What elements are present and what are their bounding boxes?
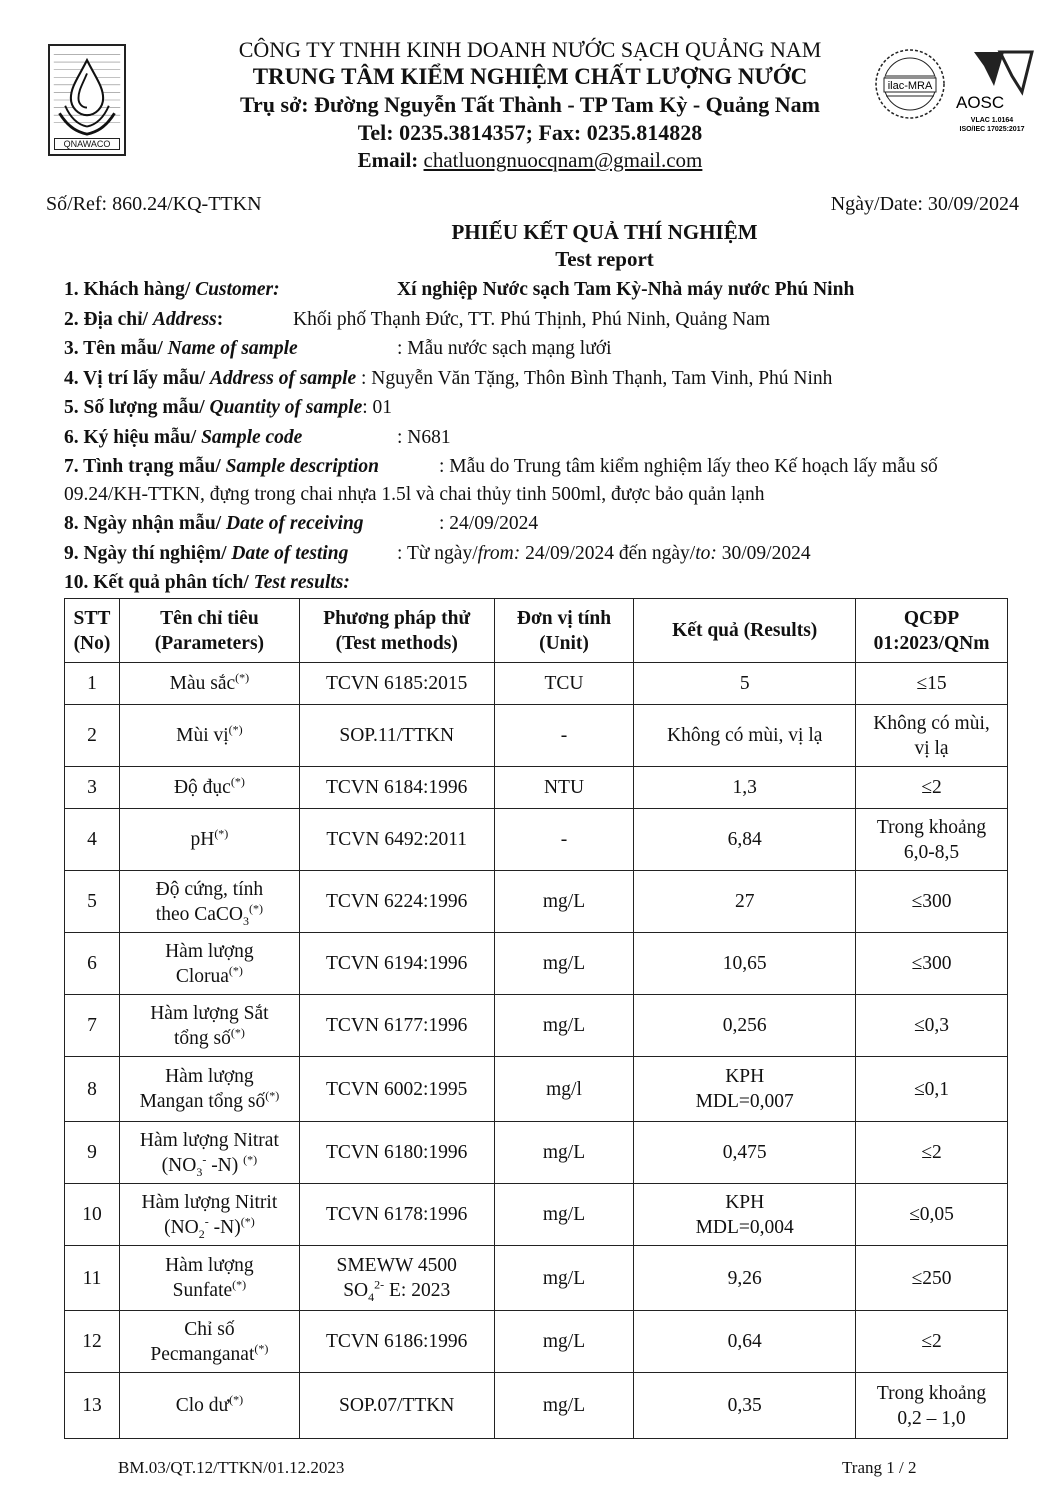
cell-standard: ≤250	[856, 1246, 1008, 1311]
letterhead	[150, 36, 910, 174]
receiving-value: : 24/09/2024	[439, 513, 539, 534]
cell-no: 7	[65, 995, 120, 1057]
address-label: 2. Địa chỉ/	[64, 308, 153, 330]
cell-parameter: Hàm lượng Mangan tổng số(*)	[119, 1057, 299, 1122]
cell-standard: ≤300	[856, 933, 1008, 995]
testing-to: 30/09/2024	[716, 542, 811, 564]
cell-standard: ≤0,1	[856, 1057, 1008, 1122]
cell-standard: Trong khoảng 0,2 – 1,0	[856, 1373, 1008, 1439]
table-row	[65, 1373, 1008, 1439]
cell-result: Không có mùi, vị lạ	[634, 705, 856, 767]
cell-result: KPH MDL=0,007	[634, 1057, 856, 1122]
description-row	[64, 452, 379, 482]
cell-method: TCVN 6180:1996	[299, 1122, 494, 1184]
cell-unit: NTU	[494, 767, 634, 809]
testing-label: 9. Ngày thí nghiệm/	[64, 542, 232, 564]
company-contact: Tel: 0235.3814357; Fax: 0235.814828	[357, 120, 703, 145]
cell-parameter: Hàm lượng Nitrit ($NO_2^-$ -N)(*)	[119, 1184, 299, 1246]
cell-no: 6	[65, 933, 120, 995]
header-no: STT (No)	[65, 599, 120, 663]
address-colon: :	[216, 308, 224, 330]
customer-label-en: Customer:	[195, 279, 280, 300]
report-title: PHIẾU KẾT QUẢ THÍ NGHIỆM	[451, 220, 758, 244]
cell-method: SOP.11/TTKN	[299, 705, 494, 767]
cell-result: 1,3	[634, 767, 856, 809]
cell-standard: ≤2	[856, 1311, 1008, 1373]
cell-result: 9,26	[634, 1246, 856, 1311]
sample-name-label-en: Name of sample	[167, 338, 298, 359]
cell-result: 0,64	[634, 1311, 856, 1373]
table-row	[65, 933, 1008, 995]
address-label-en: Address	[152, 308, 217, 330]
cell-no: 8	[65, 1057, 120, 1122]
logo-caption: QNAWACO	[54, 138, 120, 150]
cell-no: 5	[65, 871, 120, 933]
table-row	[65, 705, 1008, 767]
cell-parameter: Chỉ số Pecmanganat(*)	[119, 1311, 299, 1373]
cell-method: TCVN 6177:1996	[299, 995, 494, 1057]
cell-standard: Trong khoảng 6,0-8,5	[856, 809, 1008, 871]
table-row	[65, 809, 1008, 871]
testing-row	[64, 539, 348, 569]
table-row	[65, 1311, 1008, 1373]
cell-unit: mg/L	[494, 1311, 634, 1373]
cell-unit: mg/L	[494, 933, 634, 995]
sample-name-row	[64, 334, 298, 364]
accreditation-logos	[872, 46, 1042, 136]
cell-no: 13	[65, 1373, 120, 1439]
cell-result: 6,84	[634, 809, 856, 871]
sample-code-value: : N681	[397, 426, 451, 448]
testing-to-en: to:	[695, 542, 717, 564]
results-label: 10. Kết quả phân tích/	[64, 572, 254, 593]
cell-no: 1	[65, 663, 120, 705]
cell-standard: ≤0,05	[856, 1184, 1008, 1246]
cell-parameter: Độ cứng, tính theo CaCO$_3$(*)	[119, 871, 299, 933]
report-subtitle: Test report	[555, 247, 654, 271]
header-unit: Đơn vị tính (Unit)	[494, 599, 634, 663]
email-label: Email:	[357, 148, 419, 172]
results-table	[64, 598, 1008, 1439]
cell-unit: -	[494, 809, 634, 871]
table-row	[65, 1122, 1008, 1184]
cell-unit: mg/L	[494, 871, 634, 933]
ilac-label: ilac-MRA	[887, 80, 933, 92]
cell-result: 0,256	[634, 995, 856, 1057]
sample-name-value: : Mẫu nước sạch mạng lưới	[397, 338, 612, 359]
cell-no: 12	[65, 1311, 120, 1373]
header-standard: QCĐP 01:2023/QNm	[856, 599, 1008, 663]
cell-standard: Không có mùi, vị lạ	[856, 705, 1008, 767]
cell-method: TCVN 6178:1996	[299, 1184, 494, 1246]
report-date: Ngày/Date: 30/09/2024	[830, 193, 1019, 215]
customer-row	[64, 275, 280, 305]
quantity-label-en: Quantity of sample	[209, 397, 363, 418]
cell-standard: ≤0,3	[856, 995, 1008, 1057]
customer-label: 1. Khách hàng/	[64, 279, 196, 300]
cell-standard: ≤15	[856, 663, 1008, 705]
cell-parameter: Màu sắc(*)	[119, 663, 299, 705]
address-value: Khối phố Thạnh Đức, TT. Phú Thịnh, Phú Ninh, Quảng Nam	[293, 308, 771, 330]
cell-method: SOP.07/TTKN	[299, 1373, 494, 1439]
cell-result: 27	[634, 871, 856, 933]
cell-result: 0,475	[634, 1122, 856, 1184]
reference-number: Số/Ref: 860.24/KQ-TTKN	[46, 193, 262, 215]
cell-unit: mg/L	[494, 1122, 634, 1184]
cell-no: 9	[65, 1122, 120, 1184]
cell-parameter: Clo dư(*)	[119, 1373, 299, 1439]
header-parameter: Tên chỉ tiêu (Parameters)	[119, 599, 299, 663]
cell-result: 10,65	[634, 933, 856, 995]
cell-unit: mg/l	[494, 1057, 634, 1122]
results-label-en: Test results:	[253, 572, 350, 593]
company-address: Trụ sở: Đường Nguyễn Tất Thành - TP Tam Kỳ - Quảng Nam	[240, 92, 820, 117]
cell-standard: ≤300	[856, 871, 1008, 933]
sample-location-row	[64, 364, 832, 394]
cell-unit: mg/L	[494, 1184, 634, 1246]
cell-method: TCVN 6185:2015	[299, 663, 494, 705]
cell-unit: mg/L	[494, 1246, 634, 1311]
description-label: 7. Tình trạng mẫu/	[64, 456, 226, 477]
cell-result: KPH MDL=0,004	[634, 1184, 856, 1246]
sample-location-label: 4. Vị trí lấy mẫu/	[64, 367, 210, 389]
description-value-2: 09.24/KH-TTKN, đựng trong chai nhựa 1.5l và chai thủy tinh 500ml, được bảo quản lạnh	[64, 484, 765, 505]
cell-no: 4	[65, 809, 120, 871]
table-row	[65, 767, 1008, 809]
cell-method: TCVN 6492:2011	[299, 809, 494, 871]
form-code: BM.03/QT.12/TTKN/01.12.2023	[118, 1458, 345, 1477]
description-value-1: : Mẫu do Trung tâm kiểm nghiệm lấy theo Kế hoạch lấy mẫu số	[439, 456, 938, 477]
company-logo	[48, 44, 126, 156]
testing-label-en: Date of testing	[231, 542, 349, 564]
customer-value: Xí nghiệp Nước sạch Tam Kỳ-Nhà máy nước Phú Ninh	[397, 279, 855, 300]
aosc-icon	[956, 52, 1032, 133]
header-method: Phương pháp thử (Test methods)	[299, 599, 494, 663]
cell-standard: ≤2	[856, 767, 1008, 809]
cell-no: 2	[65, 705, 120, 767]
cell-parameter: Hàm lượng Nitrat ($NO_3^-$ -N) (*)	[119, 1122, 299, 1184]
cell-standard: ≤2	[856, 1122, 1008, 1184]
vlac-label: VLAC 1.0164	[970, 117, 1014, 124]
cell-no: 11	[65, 1246, 120, 1311]
cell-unit: mg/L	[494, 995, 634, 1057]
quantity-value: : 01	[362, 397, 393, 418]
header-result: Kết quả (Results)	[634, 599, 856, 663]
address-row	[64, 305, 223, 335]
company-name: CÔNG TY TNHH KINH DOANH NƯỚC SẠCH QUẢNG NAM	[238, 37, 822, 62]
sample-code-row	[64, 423, 302, 453]
company-email-line	[150, 146, 910, 174]
cell-method: TCVN 6186:1996	[299, 1311, 494, 1373]
cell-no: 10	[65, 1184, 120, 1246]
quantity-label: 5. Số lượng mẫu/	[64, 397, 210, 418]
cell-parameter: Hàm lượng Clorua(*)	[119, 933, 299, 995]
cell-parameter: Mùi vị(*)	[119, 705, 299, 767]
testing-from: 24/09/2024 đến ngày/	[520, 542, 696, 564]
receiving-label: 8. Ngày nhận mẫu/	[64, 513, 226, 534]
cell-parameter: Hàm lượng Sắt tổng số(*)	[119, 995, 299, 1057]
cell-unit: mg/L	[494, 1373, 634, 1439]
results-heading	[64, 568, 350, 598]
cell-method: TCVN 6224:1996	[299, 871, 494, 933]
table-row	[65, 1057, 1008, 1122]
cell-unit: TCU	[494, 663, 634, 705]
testing-prefix: : Từ ngày/	[397, 542, 478, 564]
receiving-row	[64, 509, 364, 539]
table-row	[65, 995, 1008, 1057]
table-row	[65, 663, 1008, 705]
aosc-label: AOSC	[956, 93, 1005, 112]
testing-value	[397, 539, 811, 569]
cell-parameter: Độ đục(*)	[119, 767, 299, 809]
table-row	[65, 1246, 1008, 1311]
table-row	[65, 1184, 1008, 1246]
receiving-label-en: Date of receiving	[226, 513, 364, 534]
cell-method: TCVN 6184:1996	[299, 767, 494, 809]
sample-code-label-en: Sample code	[201, 426, 303, 448]
quantity-row	[64, 393, 392, 423]
sample-code-label: 6. Ký hiệu mẫu/	[64, 426, 202, 448]
iso-label: ISO/IEC 17025:2017	[959, 126, 1025, 133]
cell-unit: -	[494, 705, 634, 767]
cell-no: 3	[65, 767, 120, 809]
cell-parameter: pH(*)	[119, 809, 299, 871]
description-label-en: Sample description	[225, 456, 379, 477]
sample-location-value: : Nguyễn Văn Tặng, Thôn Bình Thạnh, Tam Vinh, Phú Ninh	[361, 367, 833, 389]
cell-result: 5	[634, 663, 856, 705]
sample-location-label-en: Address of sample	[209, 367, 357, 389]
table-header-row	[65, 599, 1008, 663]
table-row	[65, 871, 1008, 933]
page-number: Trang 1 / 2	[842, 1458, 917, 1477]
cell-method: TCVN 6194:1996	[299, 933, 494, 995]
testing-from-en: from:	[477, 542, 521, 564]
ilac-mra-icon	[876, 50, 944, 118]
cell-parameter: Hàm lượng Sunfate(*)	[119, 1246, 299, 1311]
email-link[interactable]: chatluongnuocqnam@gmail.com	[423, 148, 703, 172]
cell-method: TCVN 6002:1995	[299, 1057, 494, 1122]
cell-method: SMEWW 4500 $SO_4^{2-}$ E: 2023	[299, 1246, 494, 1311]
center-name: TRUNG TÂM KIỂM NGHIỆM CHẤT LƯỢNG NƯỚC	[252, 64, 808, 89]
cell-result: 0,35	[634, 1373, 856, 1439]
sample-name-label: 3. Tên mẫu/	[64, 338, 168, 359]
